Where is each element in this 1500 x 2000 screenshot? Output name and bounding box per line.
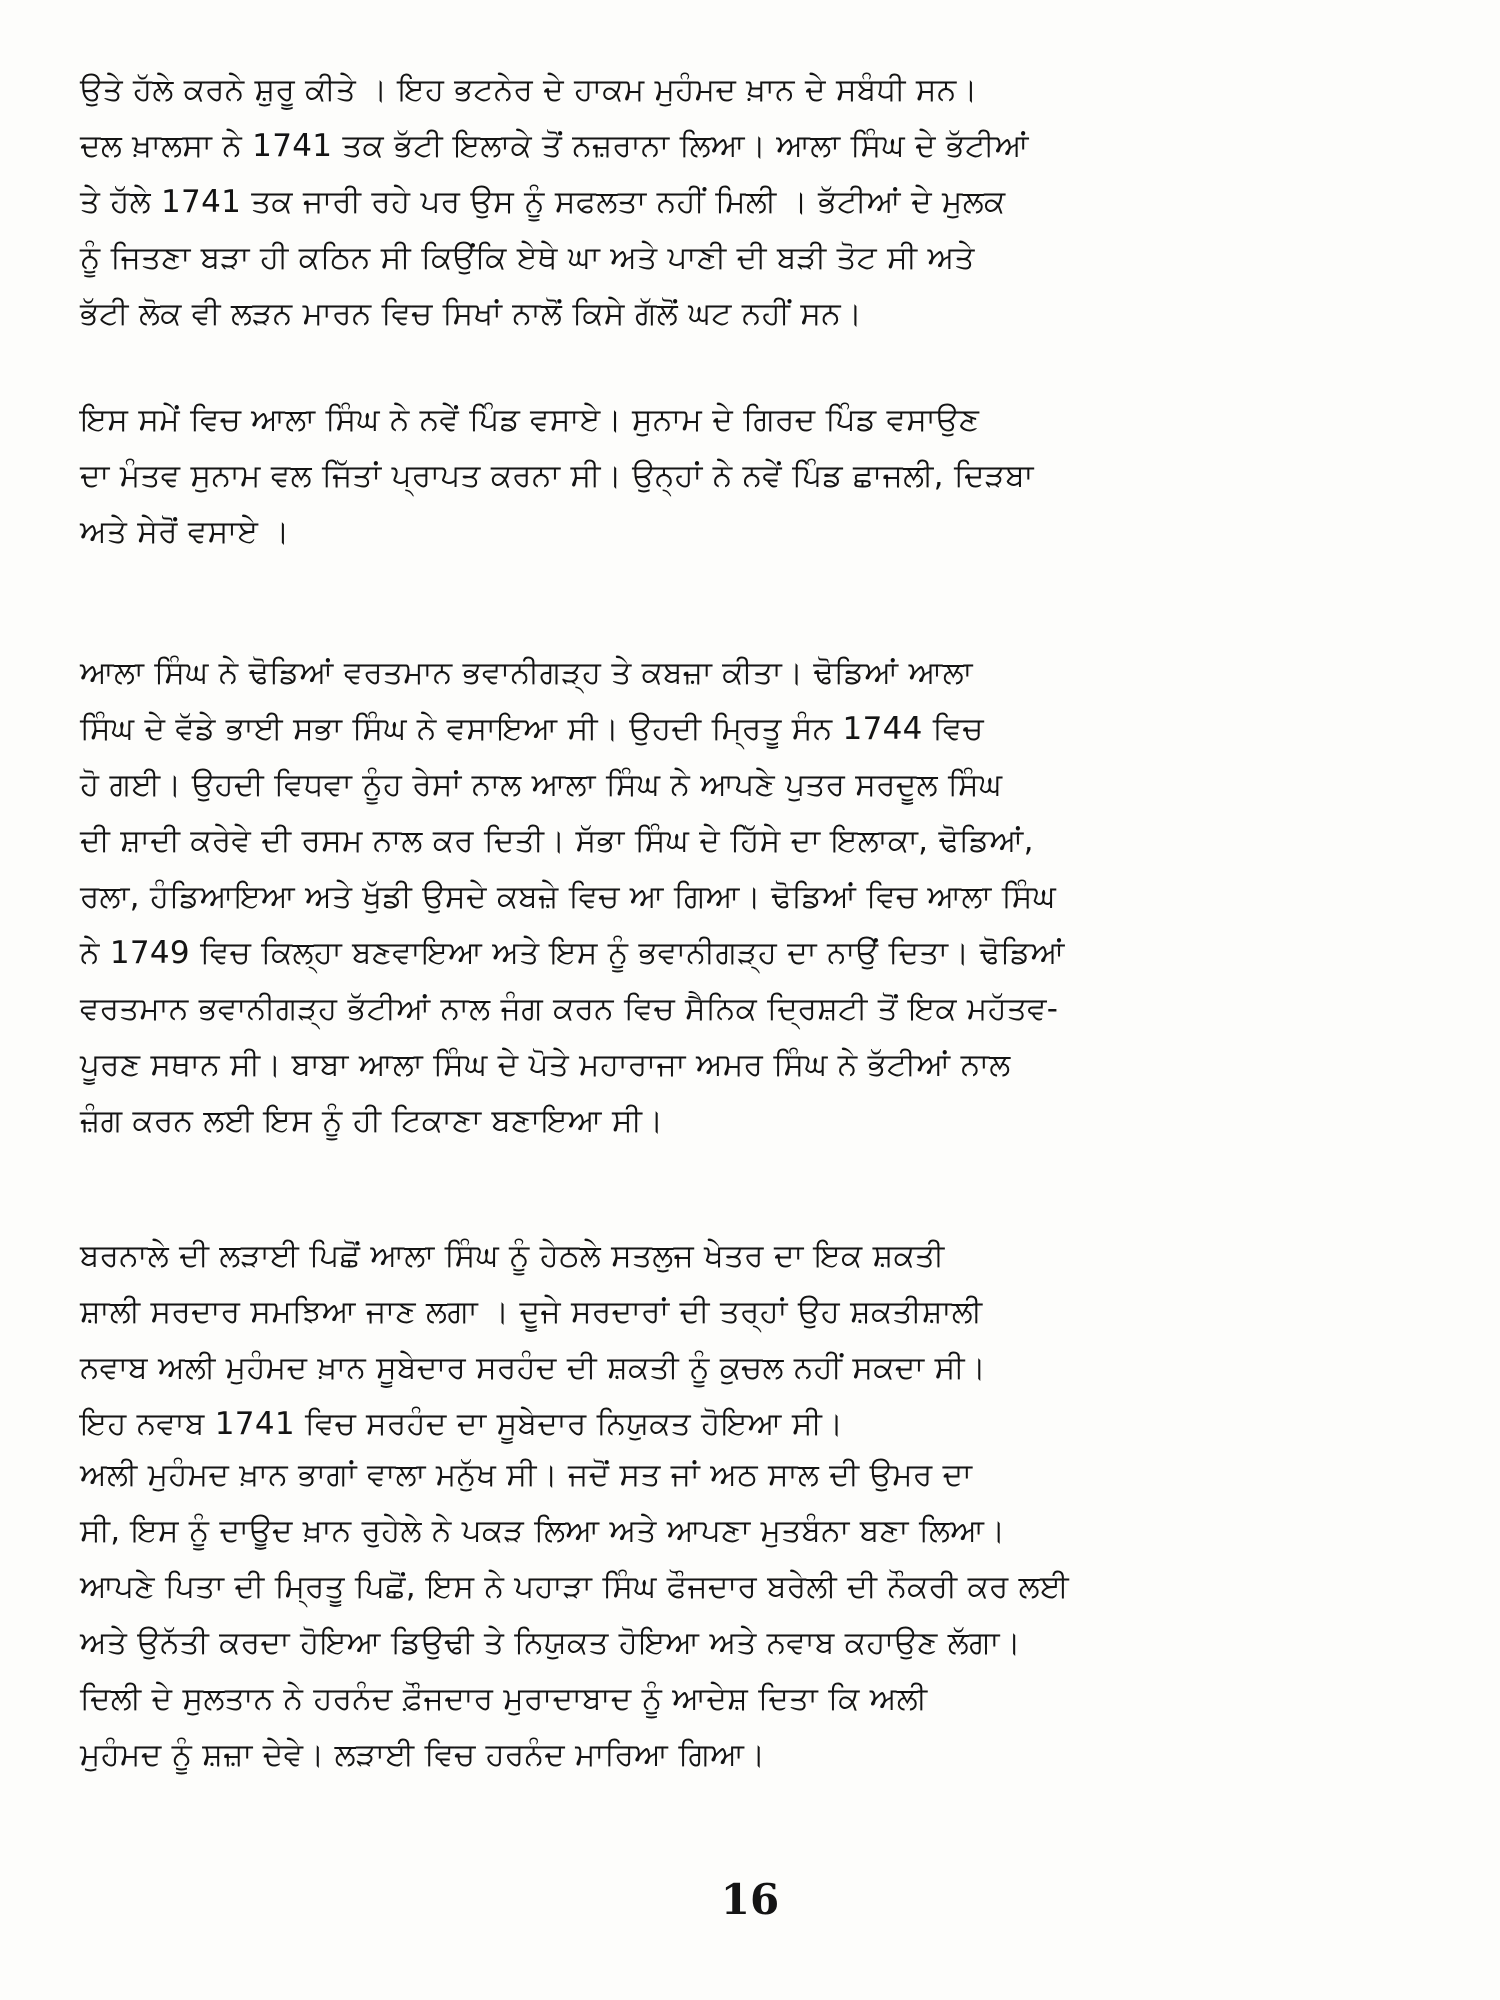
text-line: ਜ਼ੰਗ ਕਰਨ ਲਈ ਇਸ ਨੂੰ ਹੀ ਟਿਕਾਣਾ ਬਣਾਇਆ ਸੀ।: [80, 1103, 664, 1139]
text-line: ਦਿਲੀ ਦੇ ਸੁਲਤਾਨ ਨੇ ਹਰਨੰਦ ਫ਼ੌਜਦਾਰ ਮੁਰਾਦਾਬਾਦ ਨੂੰ ਆਦੇਸ਼ ਦਿਤਾ ਕਿ ਅਲੀ: [80, 1681, 928, 1717]
paragraph: [80, 645, 1440, 1149]
text-line: ਬਰਨਾਲੇ ਦੀ ਲੜਾਈ ਪਿਛੋਂ ਆਲਾ ਸਿੰਘ ਨੂੰ ਹੇਠਲੇ ਸਤਲੁਜ ਖੇਤਰ ਦਾ ਇਕ ਸ਼ਕਤੀ: [80, 1238, 945, 1274]
text-line: ਹੋ ਗਈ। ਉਹਦੀ ਵਿਧਵਾ ਨੂੰਹ ਰੇਸਾਂ ਨਾਲ ਆਲਾ ਸਿੰਘ ਨੇ ਆਪਣੇ ਪੁਤਰ ਸਰਦੂਲ ਸਿੰਘ: [80, 767, 1003, 803]
text-line: ਆਪਣੇ ਪਿਤਾ ਦੀ ਮ੍ਰਿਤੂ ਪਿਛੋਂ, ਇਸ ਨੇ ਪਹਾੜਾ ਸਿੰਘ ਫੌਜਦਾਰ ਬਰੇਲੀ ਦੀ ਨੌਕਰੀ ਕਰ ਲਈ: [80, 1569, 1070, 1605]
text-line: ਅਤੇ ਸੇਰੋਂ ਵਸਾਏ ।: [80, 514, 290, 550]
text-line: ਦੀ ਸ਼ਾਦੀ ਕਰੇਵੇ ਦੀ ਰਸਮ ਨਾਲ ਕਰ ਦਿਤੀ। ਸੱਭਾ ਸਿੰਘ ਦੇ ਹਿੱਸੇ ਦਾ ਇਲਾਕਾ, ਢੋਡਿਆਂ,: [80, 823, 1034, 859]
paragraph: [80, 1228, 1440, 1452]
paragraph: [80, 62, 1440, 342]
text-line: ਸਿੰਘ ਦੇ ਵੱਡੇ ਭਾਈ ਸਭਾ ਸਿੰਘ ਨੇ ਵਸਾਇਆ ਸੀ। ਉਹਦੀ ਮ੍ਰਿਤੂ ਸੰਨ 1744 ਵਿਚ: [80, 711, 984, 747]
text-line: ਸੀ, ਇਸ ਨੂੰ ਦਾਊਦ ਖ਼ਾਨ ਰੁਹੇਲੇ ਨੇ ਪਕੜ ਲਿਆ ਅਤੇ ਆਪਣਾ ਮੁਤਬੰਨਾ ਬਣਾ ਲਿਆ।: [80, 1513, 1006, 1549]
text-line: ਦਾ ਮੰਤਵ ਸੁਨਾਮ ਵਲ ਜਿੱਤਾਂ ਪ੍ਰਾਪਤ ਕਰਨਾ ਸੀ। ਉਨ੍ਹਾਂ ਨੇ ਨਵੇਂ ਪਿੰਡ ਛਾਜਲੀ, ਦਿੜਬਾ: [80, 458, 1034, 494]
text-line: ਉਤੇ ਹੱਲੇ ਕਰਨੇ ਸ਼ੁਰੂ ਕੀਤੇ । ਇਹ ਭਟਨੇਰ ਦੇ ਹਾਕਮ ਮੁਹੰਮਦ ਖ਼ਾਨ ਦੇ ਸਬੰਧੀ ਸਨ।: [80, 72, 978, 108]
text-line: ਆਲਾ ਸਿੰਘ ਨੇ ਢੋਡਿਆਂ ਵਰਤਮਾਨ ਭਵਾਨੀਗੜ੍ਹ ਤੇ ਕਬਜ਼ਾ ਕੀਤਾ। ਢੋਡਿਆਂ ਆਲਾ: [80, 655, 973, 691]
text-line: ਰਲਾ, ਹੰਡਿਆਇਆ ਅਤੇ ਖੁੱਡੀ ਉਸਦੇ ਕਬਜ਼ੇ ਵਿਚ ਆ ਗਿਆ। ਢੋਡਿਆਂ ਵਿਚ ਆਲਾ ਸਿੰਘ: [80, 879, 1057, 915]
text-line: ਦਲ ਖ਼ਾਲਸਾ ਨੇ 1741 ਤਕ ਭੱਟੀ ਇਲਾਕੇ ਤੋਂ ਨਜ਼ਰਾਨਾ ਲਿਆ। ਆਲਾ ਸਿੰਘ ਦੇ ਭੱਟੀਆਂ: [80, 128, 1029, 164]
text-line: ਅਤੇ ਉਨੱਤੀ ਕਰਦਾ ਹੋਇਆ ਡਿਉਢੀ ਤੇ ਨਿਯੁਕਤ ਹੋਇਆ ਅਤੇ ਨਵਾਬ ਕਹਾਉਣ ਲੱਗਾ।: [80, 1625, 1021, 1661]
page-number: 16: [720, 1875, 780, 1924]
text-line: ਨੇ 1749 ਵਿਚ ਕਿਲ੍ਹਾ ਬਣਵਾਇਆ ਅਤੇ ਇਸ ਨੂੰ ਭਵਾਨੀਗੜ੍ਹ ਦਾ ਨਾਉਂ ਦਿਤਾ। ਢੋਡਿਆਂ: [80, 935, 1065, 971]
text-line: ਵਰਤਮਾਨ ਭਵਾਨੀਗੜ੍ਹ ਭੱਟੀਆਂ ਨਾਲ ਜੰਗ ਕਰਨ ਵਿਚ ਸੈਨਿਕ ਦ੍ਰਿਸ਼ਟੀ ਤੋਂ ਇਕ ਮਹੱਤਵ-: [80, 991, 1059, 1027]
text-line: ਅਲੀ ਮੁਹੰਮਦ ਖ਼ਾਨ ਭਾਗਾਂ ਵਾਲਾ ਮਨੁੱਖ ਸੀ। ਜਦੋਂ ਸਤ ਜਾਂ ਅਠ ਸਾਲ ਦੀ ਉਮਰ ਦਾ: [80, 1457, 973, 1493]
text-line: ਭੱਟੀ ਲੋਕ ਵੀ ਲੜਨ ਮਾਰਨ ਵਿਚ ਸਿਖਾਂ ਨਾਲੋਂ ਕਿਸੇ ਗੱਲੋਂ ਘਟ ਨਹੀਂ ਸਨ।: [80, 296, 863, 332]
text-line: ਸ਼ਾਲੀ ਸਰਦਾਰ ਸਮਝਿਆ ਜਾਣ ਲਗਾ । ਦੂਜੇ ਸਰਦਾਰਾਂ ਦੀ ਤਰ੍ਹਾਂ ਉਹ ਸ਼ਕਤੀਸ਼ਾਲੀ: [80, 1294, 983, 1330]
text-line: ਨੂੰ ਜਿਤਣਾ ਬੜਾ ਹੀ ਕਠਿਨ ਸੀ ਕਿਉਂਕਿ ਏਥੇ ਘਾ ਅਤੇ ਪਾਣੀ ਦੀ ਬੜੀ ਤੋਟ ਸੀ ਅਤੇ: [80, 240, 975, 276]
paragraph: [80, 392, 1440, 560]
text-line: ਨਵਾਬ ਅਲੀ ਮੁਹੰਮਦ ਖ਼ਾਨ ਸੂਬੇਦਾਰ ਸਰਹੰਦ ਦੀ ਸ਼ਕਤੀ ਨੂੰ ਕੁਚਲ ਨਹੀਂ ਸਕਦਾ ਸੀ।: [80, 1350, 987, 1386]
text-line: ਤੇ ਹੱਲੇ 1741 ਤਕ ਜਾਰੀ ਰਹੇ ਪਰ ਉਸ ਨੂੰ ਸਫਲਤਾ ਨਹੀਂ ਮਿਲੀ । ਭੱਟੀਆਂ ਦੇ ਮੁਲਕ: [80, 184, 1006, 220]
text-line: ਮੁਹੰਮਦ ਨੂੰ ਸ਼ਜ਼ਾ ਦੇਵੇ। ਲੜਾਈ ਵਿਚ ਹਰਨੰਦ ਮਾਰਿਆ ਗਿਆ।: [80, 1737, 766, 1773]
text-line: ਇਸ ਸਮੇਂ ਵਿਚ ਆਲਾ ਸਿੰਘ ਨੇ ਨਵੇਂ ਪਿੰਡ ਵਸਾਏ। ਸੁਨਾਮ ਦੇ ਗਿਰਦ ਪਿੰਡ ਵਸਾਉਣ: [80, 402, 980, 438]
text-line: ਇਹ ਨਵਾਬ 1741 ਵਿਚ ਸਰਹੰਦ ਦਾ ਸੂਬੇਦਾਰ ਨਿਯੁਕਤ ਹੋਇਆ ਸੀ।: [80, 1406, 844, 1442]
text-line: ਪੂਰਣ ਸਥਾਨ ਸੀ। ਬਾਬਾ ਆਲਾ ਸਿੰਘ ਦੇ ਪੋਤੇ ਮਹਾਰਾਜਾ ਅਮਰ ਸਿੰਘ ਨੇ ਭੱਟੀਆਂ ਨਾਲ: [80, 1047, 1011, 1083]
paragraph: [80, 1447, 1440, 1783]
